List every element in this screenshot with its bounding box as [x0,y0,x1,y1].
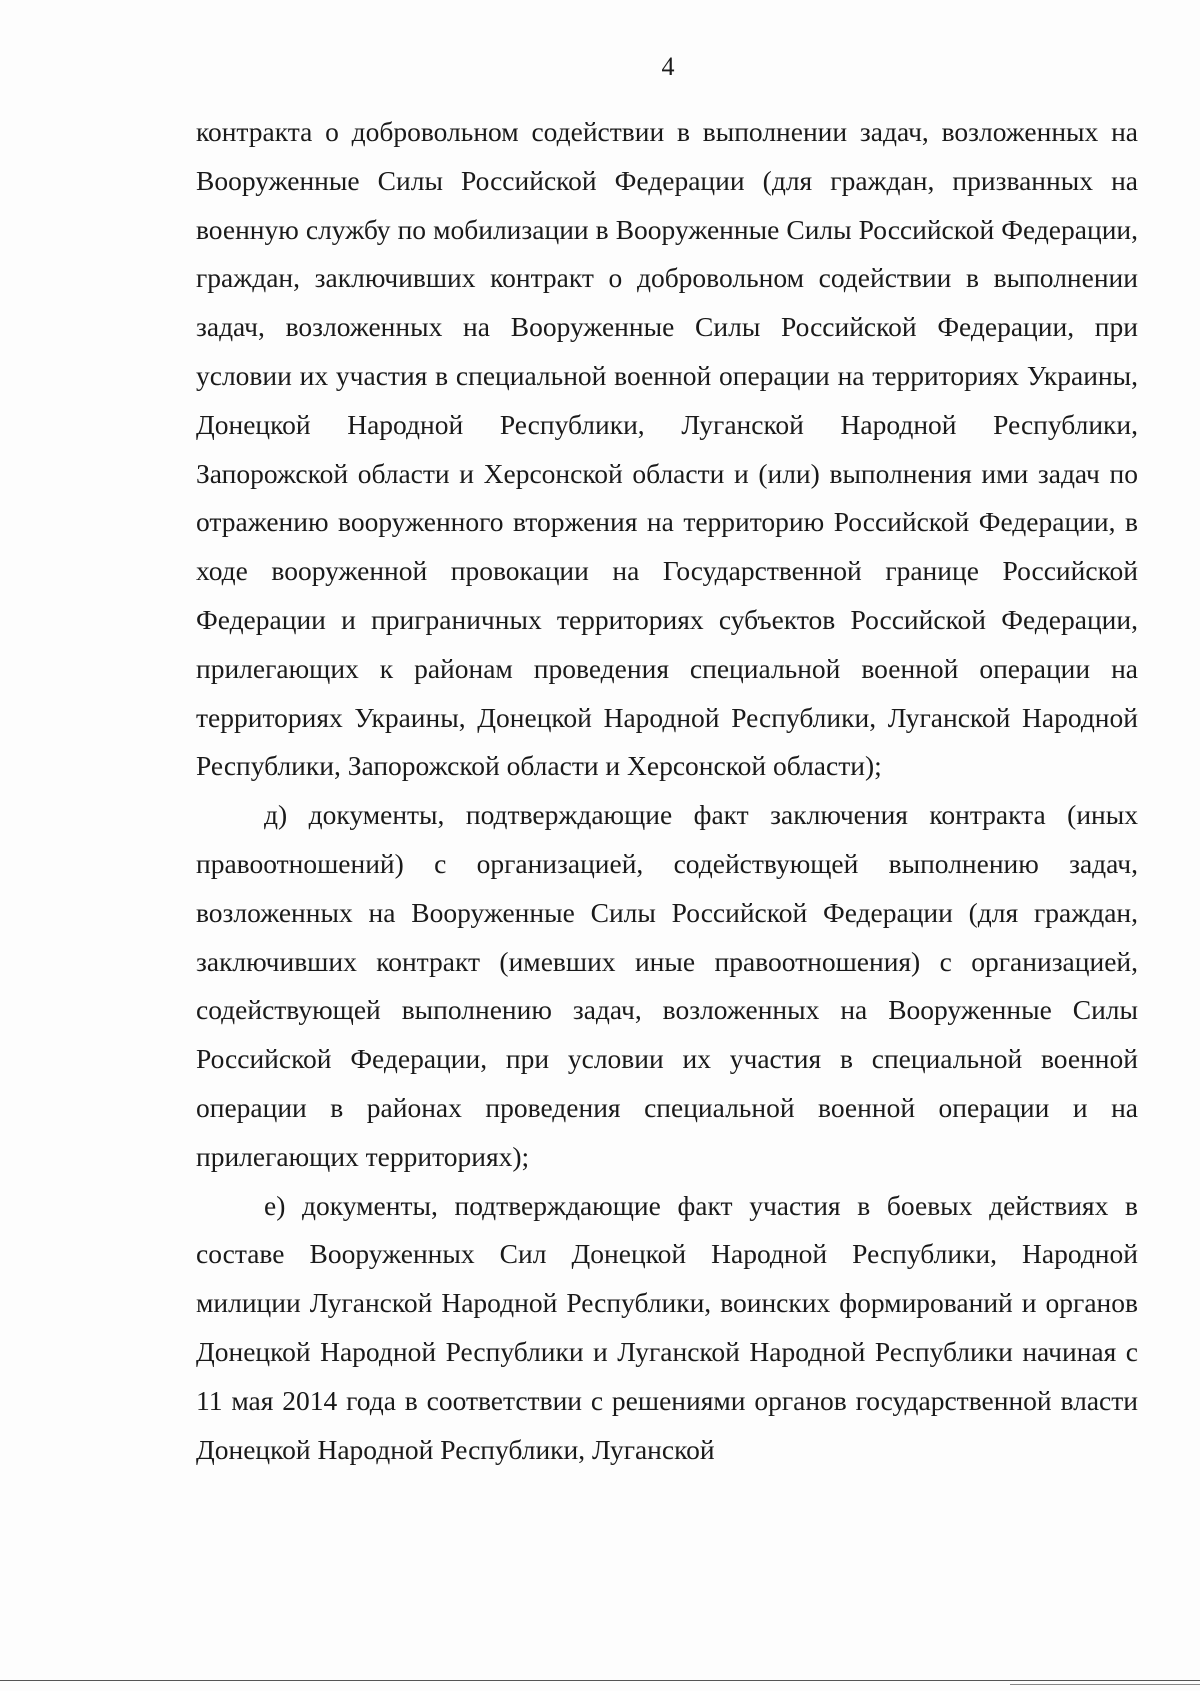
scan-bottom-edge-line-secondary [1010,1684,1200,1685]
paragraph-item-d: д) документы, подтверждающие факт заключения контракта (иных правоотношений) с организацией, содействующей выполнению задач, возложенных на Вооруженные Силы Российской Федерации (для граждан, заключивших контракт (имевших иные правоотношения) с организацией, содействующей выполнению задач, возложенных на Вооруженные Силы Российской Федерации, при условии их участия в специальной военной операции в районах проведения специальной военной операции и на прилегающих территориях); [196,799,1138,1172]
scan-bottom-edge-line [0,1680,1200,1681]
page-number: 4 [661,52,675,81]
document-body [196,108,1138,1474]
paragraph-continuation: контракта о добровольном содействии в выполнении задач, возложенных на Вооруженные Силы Российской Федерации (для граждан, призванных на военную службу по мобилизации в Вооруженные Силы Российской Федерации, граждан, заключивших контракт о добровольном содействии в выполнении задач, возложенных на Вооруженные Силы Российской Федерации, при условии их участия в специальной военной операции на территориях Украины, Донецкой Народной Республики, Луганской Народной Республики, Запорожской области и Херсонской области и (или) выполнения ими задач по отражению вооруженного вторжения на территорию Российской Федерации, в ходе вооруженной провокации на Государственной границе Российской Федерации и приграничных территориях субъектов Российской Федерации, прилегающих к районам проведения специальной военной операции на территориях Украины, Донецкой Народной Республики, Луганской Народной Республики, Запорожской области и Херсонской области); [196,116,1138,782]
paragraph-item-e: е) документы, подтверждающие факт участия в боевых действиях в составе Вооруженных Сил Донецкой Народной Республики, Народной милиции Луганской Народной Республики, воинских формирований и органов Донецкой Народной Республики и Луганской Народной Республики начиная с 11 мая 2014 года в соответствии с решениями органов государственной власти Донецкой Народной Республики, Луганской [196,1189,1138,1465]
